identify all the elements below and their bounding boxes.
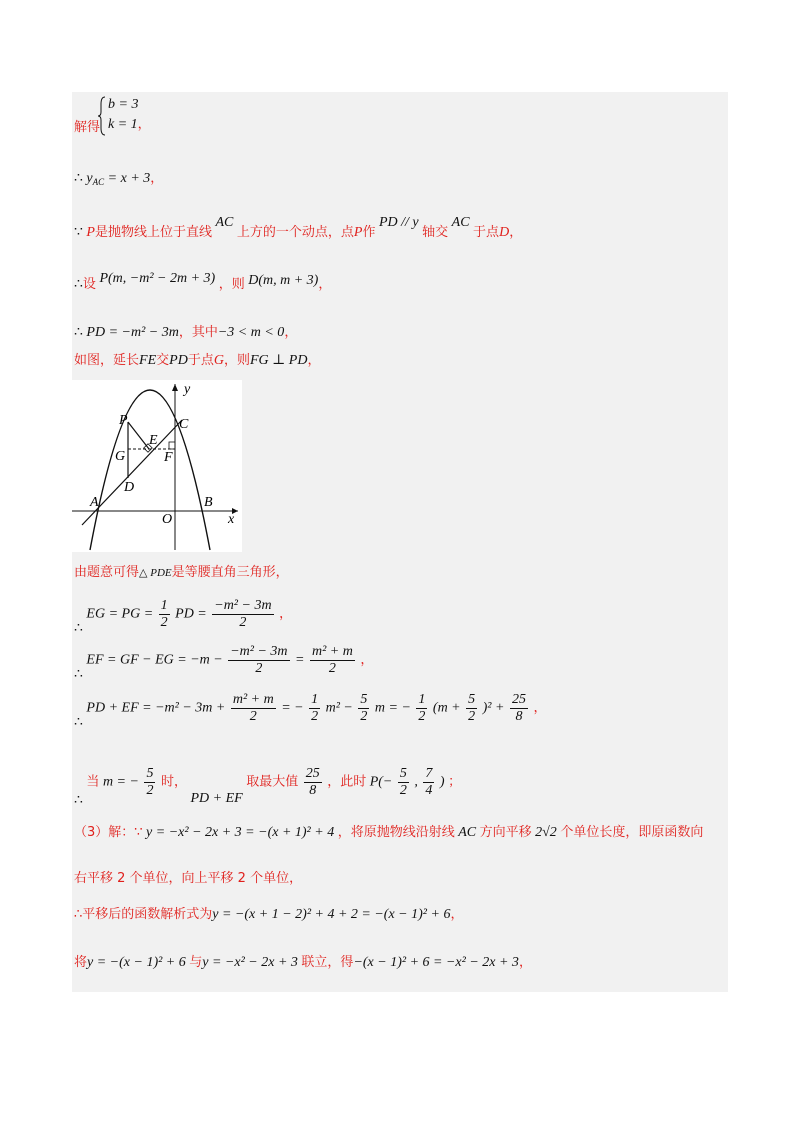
fig-label-f: F <box>164 450 173 465</box>
fig-label-d: D <box>124 480 135 495</box>
line-triangle: 由题意可得△ PDE是等腰直角三角形， <box>74 565 289 580</box>
line-shift: 右平移 2 个单位，向上平移 2 个单位， <box>74 871 303 886</box>
line-pd-ef: ∴ PD + EF = −m² − 3m + $\frac{\text{m² + m}}{2}$ = − $\frac{1}{2}$ m² − $\frac{5}{2}$ m = − $\frac{1}{2}$ (m + $\frac{5}{2}$ )² + $\frac{25}{8}$ ， <box>74 692 547 730</box>
line-yac: ∴ $y_{AC} = x + 3$， <box>74 171 164 187</box>
system-eq2: k = 1， <box>108 117 151 132</box>
fig-label-e: E <box>149 433 158 448</box>
fig-label-a: A <box>90 495 99 510</box>
fig-label-x: x <box>228 512 235 527</box>
fig-label-o: O <box>162 512 173 527</box>
line-extend-fe: 如图，延长FE交PD于点G，则FG ⊥ PD， <box>74 353 321 368</box>
fig-label-p: P <box>119 413 128 428</box>
fig-label-b: B <box>204 495 213 510</box>
system-eq1: b = 3 <box>108 97 139 112</box>
fig-label-g: G <box>115 449 126 464</box>
line-max: ∴ 当 m = − $\frac{5}{2}$ 时， PD + EF 取最大值 $\frac{25}{8}$ ，此时 P(− $\frac{5}{2}$ , $\frac{7}{4}$ ) ； <box>74 766 462 808</box>
line-because-p: ∵ P是抛物线上位于直线 AC 上方的一个动点，点P作 PD // y 轴交 AC 于点D， <box>74 215 523 240</box>
line-ef: ∴ EF = GF − EG = −m − $\frac{\text{−m² − 3m}}{2}$ = $\frac{\text{m² + m}}{2}$ ， <box>74 644 374 682</box>
line-pd: ∴ PD = −m² − 3m，其中−3 < m < 0， <box>74 325 298 340</box>
line-part3: （3）解：∵ y = −x² − 2x + 3 = −(x + 1)² + 4 ，将原抛物线沿射线 AC 方向平移 2√2 个单位长度，即原函数向 <box>74 825 704 840</box>
fig-label-y: y <box>184 382 191 397</box>
line-simultaneous: 将y = −(x − 1)² + 6 与y = −x² − 2x + 3 联立，得−(x − 1)² + 6 = −x² − 2x + 3， <box>74 955 532 970</box>
line-let-p: ∴设 P(m, −m² − 2m + 3) ，则 D(m, m + 3)， <box>74 271 332 292</box>
fig-label-c: C <box>179 417 189 432</box>
line-shifted-function: ∴平移后的函数解析式为y = −(x + 1 − 2)² + 4 + 2 = −(x − 1)² + 6， <box>74 907 464 922</box>
line-eg: ∴ EG = PG = $\frac{1}{2}$ PD = $\frac{\text{−m² − 3m}}{2}$ ， <box>74 598 293 636</box>
parabola-figure <box>72 380 242 552</box>
solve-label: 解得 <box>74 120 101 135</box>
